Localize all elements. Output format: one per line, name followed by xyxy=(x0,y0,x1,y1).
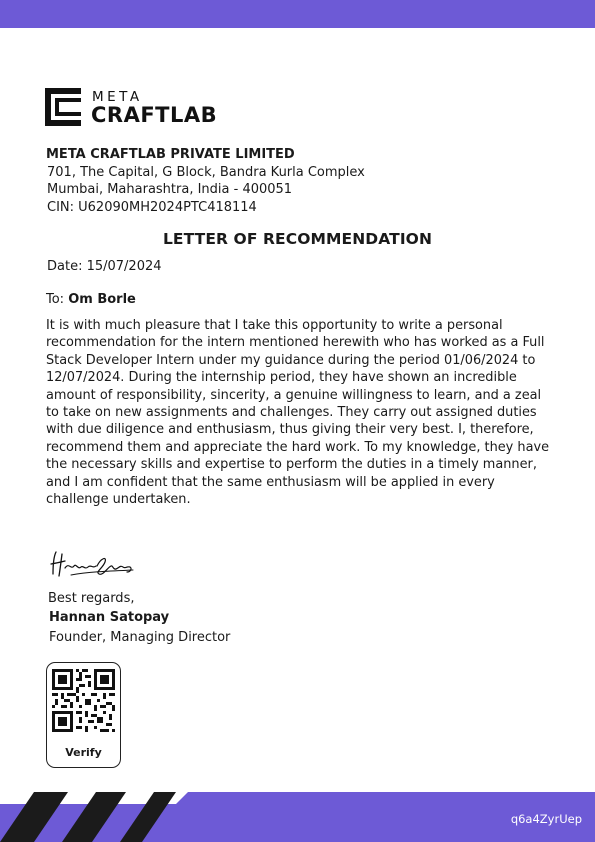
company-name: META CRAFTLAB PRIVATE LIMITED xyxy=(46,147,295,162)
company-details xyxy=(46,146,365,216)
company-cin: CIN: U62090MH2024PTC418114 xyxy=(47,199,257,215)
header-band xyxy=(0,0,595,28)
signer-role: Founder, Managing Director xyxy=(49,630,231,645)
footer-band xyxy=(0,790,595,842)
letter-date: Date: 15/07/2024 xyxy=(47,259,162,274)
company-address-line-1: 701, The Capital, G Block, Bandra Kurla Complex xyxy=(47,164,365,180)
logo-mark-icon xyxy=(45,88,81,126)
verify-label[interactable]: Verify xyxy=(65,746,102,759)
recipient-label: To: xyxy=(46,292,65,307)
signer-name: Hannan Satopay xyxy=(49,610,170,625)
company-logo xyxy=(45,88,225,130)
recipient-name: Om Borle xyxy=(68,292,136,307)
verify-card[interactable] xyxy=(46,662,121,768)
qr-code-icon[interactable] xyxy=(52,669,115,732)
letter-body: It is with much pleasure that I take this opportunity to write a personal recommendation for the intern mentioned herewith who has worked as a Full Stack Developer Intern under my guidance during the period 01/06/2024 to 12/07/2024. During the internship period, they have shown an incredible amount of responsibility, sincerity, a genuine willingness to learn, and a zeal to take on new assignments and challenges. They carry out assigned duties with due diligence and enthusiasm, thus giving their very best. I, therefore, recommend them and appreciate the hard work. To my knowledge, they have the necessary skills and expertise to perform the duties in a timely manner, and I am confident that the same enthusiasm will be applied in every challenge undertaken. xyxy=(46,318,550,508)
company-address-line-2: Mumbai, Maharashtra, India - 400051 xyxy=(47,182,293,197)
signature-image xyxy=(47,548,139,582)
letter-title: LETTER OF RECOMMENDATION xyxy=(162,230,433,248)
closing-regards: Best regards, xyxy=(48,591,135,606)
recipient-line xyxy=(46,292,136,307)
logo-text-meta: META xyxy=(92,89,143,105)
certificate-id: q6a4ZyrUep xyxy=(510,812,582,826)
logo-text-craftlab: CRAFTLAB xyxy=(91,103,218,127)
